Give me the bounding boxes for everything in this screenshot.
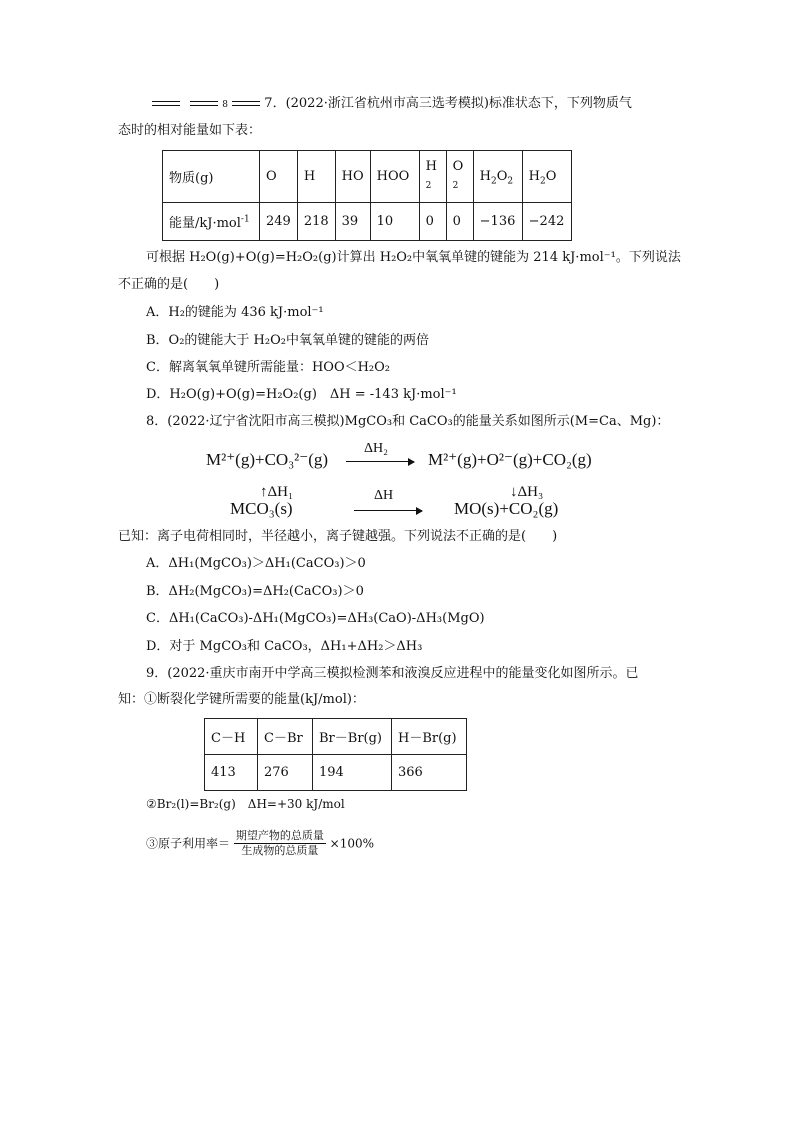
diagram-left-arrow-label: ↑ΔH₁ — [260, 484, 294, 500]
diagram-top-left: M²⁺(g)+CO₃²⁻(g) — [206, 450, 329, 469]
arrow-right-icon — [354, 510, 422, 511]
q7-value-cell: 218 — [297, 203, 335, 241]
diagram-bottom-right: MO(s)+CO₂(g) — [454, 499, 559, 518]
q7-prefix-glyph: 8 — [222, 100, 229, 110]
diagram-bottom-arrow-label: ΔH — [374, 488, 394, 503]
atom-utilization-fraction — [234, 829, 326, 858]
q7-value-cell: 0 — [419, 203, 446, 241]
diagram-top-right: M²⁺(g)+O²⁻(g)+CO₂(g) — [428, 450, 592, 469]
equilibrium-arrow-icon — [152, 100, 180, 108]
q7-energy-table — [162, 150, 572, 241]
q7-header-cell: HO — [335, 151, 370, 203]
q7-header-cell: $H_2O$ — [522, 151, 571, 203]
q9-line2: 知：①断裂化学键所需要的能量(kJ/mol)： — [118, 692, 365, 707]
q9-title: 9．(2022·重庆市南开中学高三模拟检测苯和液溴反应进程中的能量变化如图所示。已 — [146, 666, 639, 681]
equilibrium-arrow-icon — [232, 100, 260, 108]
q7-header-cell: O 2 — [446, 151, 473, 203]
arrow-right-icon — [346, 461, 414, 462]
q7-header-cell: $H_2O_2$ — [473, 151, 522, 203]
q9-note3 — [146, 828, 374, 859]
q9-bond-energy-table — [204, 718, 467, 791]
q7-option-a: A．H₂的键能为 436 kJ·mol⁻¹ — [146, 305, 324, 320]
q7-header-cell: O — [260, 151, 298, 203]
q7-line2: 态时的相对能量如下表： — [118, 123, 262, 138]
fraction-numerator: 期望产物的总质量 — [235, 829, 324, 842]
q7-value-cell: −136 — [473, 203, 522, 241]
q7-header-line — [152, 94, 632, 115]
diagram-bottom-left: MCO₃(s) — [230, 499, 293, 518]
q9-note3-prefix: ③原子利用率＝ — [146, 836, 231, 851]
q9-value-cell: 413 — [205, 755, 258, 791]
q8-option-a: A．ΔH₁(MgCO₃)＞ΔH₁(CaCO₃)＞0 — [146, 556, 366, 571]
q7-value-cell: 39 — [335, 203, 370, 241]
q9-value-cell: 276 — [258, 755, 313, 791]
q8-option-d: D．对于 MgCO₃和 CaCO₃，ΔH₁+ΔH₂＞ΔH₃ — [146, 639, 423, 654]
q7-value-cell: −242 — [522, 203, 571, 241]
q7-row-label: 能量/kJ·mol$^{-1}$ — [163, 203, 260, 241]
q7-header-cell: H 2 — [419, 151, 446, 203]
diagram-top-arrow-label: ΔH₂ — [364, 441, 388, 456]
q7-header-cell: HOO — [370, 151, 419, 203]
q7-header-label: 物质(g) — [163, 151, 260, 203]
q7-option-d: D．H₂O(g)+O(g)=H₂O₂(g) ΔH = -143 kJ·mol⁻¹ — [146, 387, 457, 402]
q8-title: 8．(2022·辽宁省沈阳市高三模拟)MgCO₃和 CaCO₃的能量关系如图所示(M=Ca、Mg)： — [146, 414, 670, 429]
q7-value-cell: 0 — [446, 203, 473, 241]
q7-paragraph-line1: 可根据 H₂O(g)+O(g)=H₂O₂(g)计算出 H₂O₂中氧氧单键的键能为 214 kJ·mol⁻¹。下列说法 — [146, 250, 681, 265]
q9-note3-suffix: ×100% — [329, 836, 375, 851]
q9-value-cell: 366 — [392, 755, 467, 791]
q9-header-cell: C－H — [205, 719, 258, 755]
q7-value-cell: 10 — [370, 203, 419, 241]
q8-option-c: C．ΔH₁(CaCO₃)-ΔH₁(MgCO₃)=ΔH₃(CaO)-ΔH₃(MgO) — [146, 611, 485, 626]
q7-title: 7．(2022·浙江省杭州市高三选考模拟)标准状态下，下列物质气 — [264, 96, 632, 111]
diagram-right-arrow-label: ↓ΔH₃ — [510, 484, 544, 500]
q8-known: 已知：离子电荷相同时，半径越小，离子键越强。下列说法不正确的是( ) — [118, 529, 558, 544]
q7-header-cell: H — [297, 151, 335, 203]
q9-header-cell: H－Br(g) — [392, 719, 467, 755]
q7-option-c: C．解离氧氧单键所需能量：HOO＜H₂O₂ — [146, 360, 391, 375]
q7-value-cell: 249 — [260, 203, 298, 241]
q9-value-cell: 194 — [313, 755, 392, 791]
q7-paragraph-line2: 不正确的是( ) — [118, 277, 220, 292]
equilibrium-arrow-icon — [190, 100, 218, 108]
q9-header-cell: C－Br — [258, 719, 313, 755]
fraction-denominator: 生成物的总质量 — [241, 844, 319, 857]
q9-header-cell: Br－Br(g) — [313, 719, 392, 755]
q8-option-b: B．ΔH₂(MgCO₃)=ΔH₂(CaCO₃)＞0 — [146, 584, 364, 599]
q9-note2: ②Br₂(l)=Br₂(g) ΔH=+30 kJ/mol — [146, 797, 345, 811]
q7-option-b: B．O₂的键能大于 H₂O₂中氧氧单键的键能的两倍 — [146, 333, 429, 348]
